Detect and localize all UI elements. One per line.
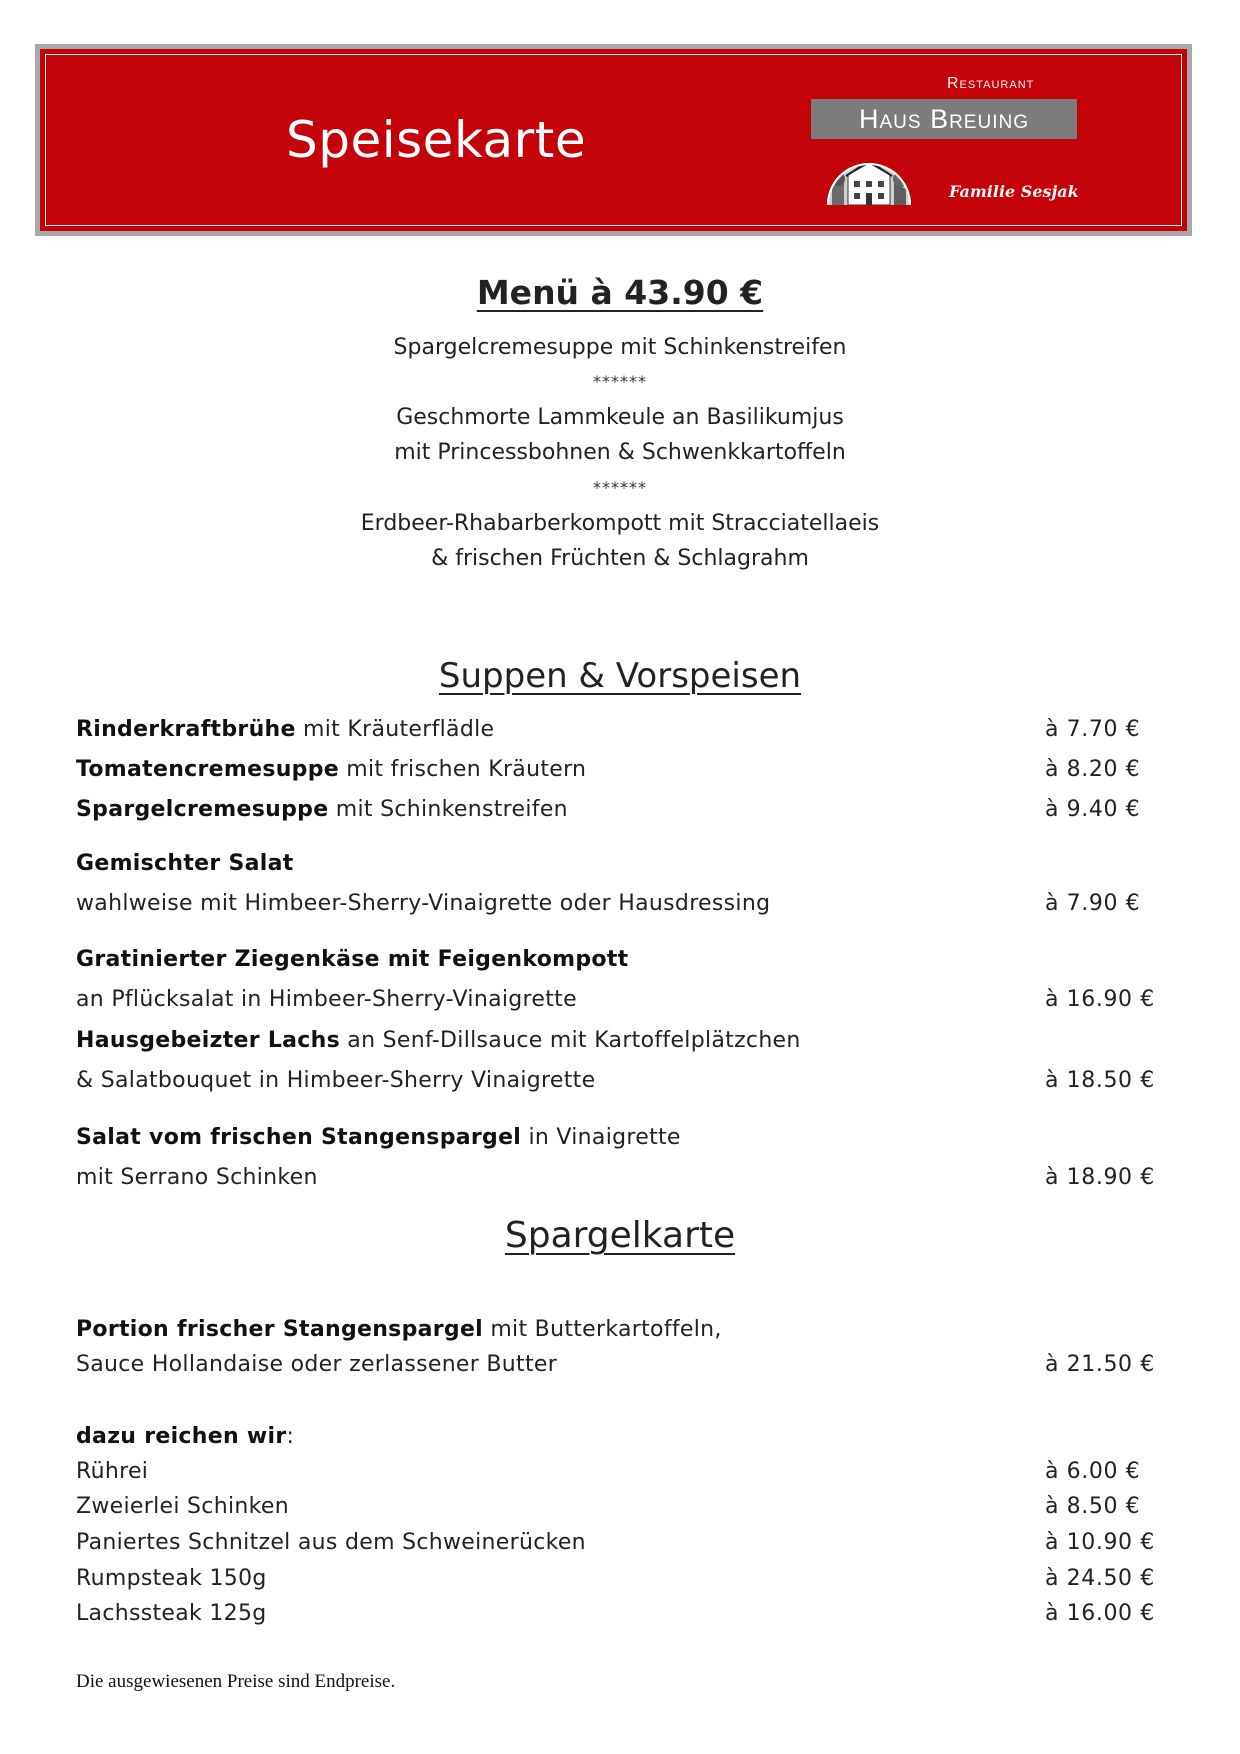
item-description-line: an Pflücksalat in Himbeer-Sherry-Vinaigrette: [76, 987, 577, 1012]
item-description: mit Schinkenstreifen: [328, 797, 568, 822]
header-banner-frame: [45, 54, 1182, 226]
header-banner-red: [40, 49, 1187, 231]
sides-heading-colon: :: [286, 1424, 295, 1449]
page-title: Speisekarte: [286, 111, 587, 169]
item-description-line: wahlweise mit Himbeer-Sherry-Vinaigrette oder Hausdressing: [76, 891, 771, 916]
item-name: Salat vom frischen Stangenspargel: [76, 1125, 522, 1150]
item-price: à 24.50 €: [1045, 1566, 1155, 1591]
item-price: à 6.00 €: [1045, 1459, 1141, 1484]
menu-heading: Menü à 43.90 €: [476, 273, 764, 312]
item-price: à 21.50 €: [1045, 1352, 1155, 1377]
sides-heading-text: dazu reichen wir: [76, 1424, 287, 1449]
item-description: mit Butterkartoffeln,: [483, 1317, 722, 1342]
menu-course: Erdbeer-Rhabarberkompott mit Stracciatellaeis: [360, 511, 880, 536]
item-name: Gratinierter Ziegenkäse mit Feigenkompott: [76, 947, 629, 972]
item-description: in Vinaigrette: [521, 1125, 681, 1150]
item-price: à 10.90 €: [1045, 1530, 1155, 1555]
menu-item: [76, 1028, 801, 1053]
item-description-line: mit Serrano Schinken: [76, 1165, 318, 1190]
side-item: Zweierlei Schinken: [76, 1494, 289, 1519]
side-item: Paniertes Schnitzel aus dem Schweinerücken: [76, 1530, 586, 1555]
menu-item: [76, 757, 586, 782]
menu-item: [76, 797, 568, 822]
item-price: à 7.90 €: [1045, 891, 1141, 916]
item-name: Gemischter Salat: [76, 851, 294, 876]
item-price: à 8.20 €: [1045, 757, 1141, 782]
item-description: an Senf-Dillsauce mit Kartoffelplätzchen: [340, 1028, 801, 1053]
item-price: à 8.50 €: [1045, 1494, 1141, 1519]
menu-course: Spargelcremesuppe mit Schinkenstreifen: [393, 335, 847, 360]
restaurant-name: Haus Breuing: [811, 99, 1077, 139]
item-description: mit frischen Kräutern: [339, 757, 587, 782]
family-signature: Familie Sesjak: [949, 182, 1079, 201]
item-price: à 9.40 €: [1045, 797, 1141, 822]
menu-course: mit Princessbohnen & Schwenkkartoffeln: [394, 440, 846, 465]
sides-heading: [76, 1424, 294, 1449]
menu-separator: ******: [593, 372, 647, 391]
item-description-line: Sauce Hollandaise oder zerlassener Butter: [76, 1352, 558, 1377]
menu-item: [76, 947, 628, 972]
item-price: à 7.70 €: [1045, 717, 1141, 742]
item-name: Tomatencremesuppe: [76, 757, 339, 782]
menu-course: & frischen Früchten & Schlagrahm: [431, 546, 809, 571]
header-banner: [35, 44, 1192, 236]
item-name: Hausgebeizter Lachs: [76, 1028, 341, 1053]
item-price: à 18.50 €: [1045, 1068, 1155, 1093]
spargel-heading: Spargelkarte: [504, 1215, 736, 1256]
menu-item: [76, 1317, 722, 1342]
menu-separator: ******: [593, 478, 647, 497]
item-price: à 18.90 €: [1045, 1165, 1155, 1190]
restaurant-label: Restaurant: [947, 75, 1035, 92]
item-price: à 16.90 €: [1045, 987, 1155, 1012]
item-name: Spargelcremesuppe: [76, 797, 329, 822]
item-name: Portion frischer Stangenspargel: [76, 1317, 484, 1342]
menu-item: [76, 717, 494, 742]
side-item: Lachssteak 125g: [76, 1601, 267, 1626]
restaurant-building-emblem-icon: [826, 149, 912, 205]
side-item: Rührei: [76, 1459, 149, 1484]
item-description-line: & Salatbouquet in Himbeer-Sherry Vinaigrette: [76, 1068, 596, 1093]
item-name: Rinderkraftbrühe: [76, 717, 296, 742]
side-item: Rumpsteak 150g: [76, 1566, 267, 1591]
menu-item: [76, 851, 294, 876]
suppen-heading: Suppen & Vorspeisen: [438, 656, 802, 696]
item-price: à 16.00 €: [1045, 1601, 1155, 1626]
menu-course: Geschmorte Lammkeule an Basilikumjus: [396, 405, 844, 430]
price-footnote: Die ausgewiesenen Preise sind Endpreise.: [76, 1671, 396, 1692]
item-description: mit Kräuterflädle: [295, 717, 495, 742]
menu-item: [76, 1125, 681, 1150]
